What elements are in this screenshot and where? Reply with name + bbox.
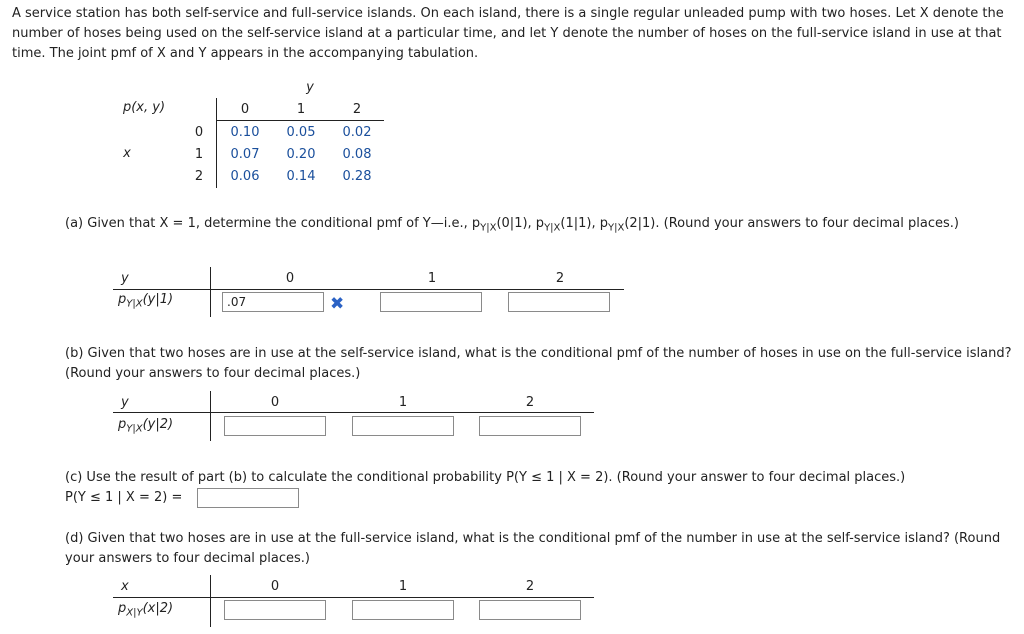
table-cell: 0.14 [286, 169, 316, 184]
col-header: 0 [270, 579, 280, 594]
table-cell: 0.06 [230, 169, 260, 184]
col-header: 0 [270, 395, 280, 410]
row-header: 1 [194, 147, 204, 162]
col-header: 2 [555, 271, 565, 286]
pmf-subscript: Y|X [480, 222, 497, 234]
col-header: 1 [398, 395, 408, 410]
col-header: 2 [352, 102, 362, 117]
part-c-answer-label: P(Y ≤ 1 | X = 2) = [65, 490, 183, 505]
answer-input-y2[interactable] [479, 416, 581, 436]
answer-input-x1[interactable] [352, 600, 454, 620]
row-variable-label: x [123, 146, 131, 161]
row-header: 0 [194, 125, 204, 140]
pmf-subscript: Y|X [544, 222, 561, 234]
col-header: 1 [427, 271, 437, 286]
table-cell: 0.10 [230, 125, 260, 140]
part-c-question: (c) Use the result of part (b) to calculate the conditional probability P(Y ≤ 1 | X = 2). (Round your answer to four decimal places.) [65, 470, 906, 485]
table-divider [210, 391, 211, 441]
table-cell: 0.07 [230, 147, 260, 162]
table-cell: 0.20 [286, 147, 316, 162]
row-variable-label: y [121, 395, 129, 410]
answer-input-y0[interactable] [224, 416, 326, 436]
col-header: 2 [525, 395, 535, 410]
table-cell: 0.05 [286, 125, 316, 140]
table-divider [113, 289, 624, 290]
row-variable-label: x [121, 579, 129, 594]
answer-input-y1[interactable] [380, 292, 482, 312]
table-divider [113, 597, 594, 598]
table-cell: 0.02 [342, 125, 372, 140]
part-a-question: (a) Given that X = 1, determine the conditional pmf of Y—i.e., $p_{Y|X}(0|1)$, $p_{Y|X}(1|1)$, $p_{Y|X}(2|1)$. (Round your answers to four decimal places.) [65, 216, 959, 234]
row-variable-label: y [121, 271, 129, 286]
answer-input-x2[interactable] [479, 600, 581, 620]
table-divider [210, 575, 211, 627]
table-corner-label: p(x, y) [122, 100, 166, 115]
answer-input-y2[interactable] [508, 292, 610, 312]
table-divider [216, 120, 384, 121]
col-variable-label: y [306, 80, 314, 95]
col-header: 0 [240, 102, 250, 117]
answer-input-y0[interactable] [222, 292, 324, 312]
col-header: 0 [285, 271, 295, 286]
pmf-subscript: Y|X [607, 222, 625, 234]
col-header: 1 [296, 102, 306, 117]
table-cell: 0.08 [342, 147, 372, 162]
col-header: 2 [525, 579, 535, 594]
col-header: 1 [398, 579, 408, 594]
answer-input-y1[interactable] [352, 416, 454, 436]
pmf-row-label: $p_{Y|X}(y|2)$ [118, 417, 174, 435]
incorrect-x-icon: ✖ [330, 294, 345, 314]
answer-input-x0[interactable] [224, 600, 326, 620]
part-d-question: (d) Given that two hoses are in use at the full-service island, what is the conditional pmf of the number in use at the self-service island? (Round your answers to four decimal places.) [65, 531, 1001, 566]
pmf-row-label: $p_{X|Y}(x|2)$ [118, 601, 174, 619]
table-cell: 0.28 [342, 169, 372, 184]
pmf-row-label: $p_{Y|X}(y|1)$ [118, 292, 174, 310]
part-c-answer-input[interactable] [197, 488, 299, 508]
part-b-question: (b) Given that two hoses are in use at the self-service island, what is the conditional pmf of the number of hoses in use on the full-service island? (Round your answers to four decimal places.) [65, 346, 1012, 381]
table-divider [210, 267, 211, 317]
problem-intro: A service station has both self-service and full-service islands. On each island, there is a single regular unleaded pump with two hoses. Let X denote the number of hoses being used on the self-service island at a particular time, and let Y denote the number of hoses on the full-service island in use at that time. The joint pmf of X and Y appears in the accompanying tabulation. [12, 6, 1004, 61]
table-divider [113, 412, 594, 413]
row-header: 2 [194, 169, 204, 184]
table-divider [216, 98, 217, 188]
